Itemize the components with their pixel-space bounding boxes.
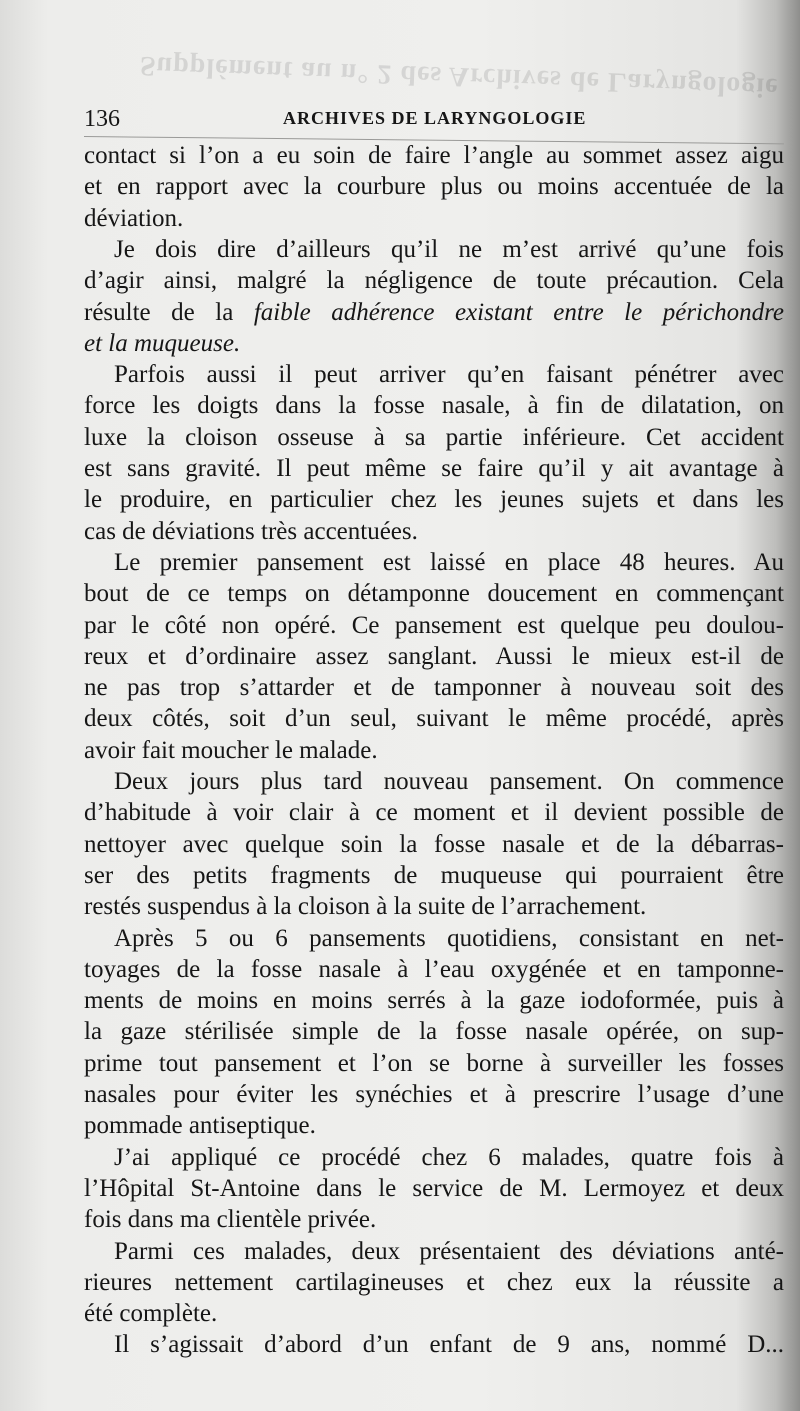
text-line-content: d’habitude à voir clair à ce moment et il devient possible de — [84, 799, 784, 827]
text-line-content: d’agir ainsi, malgré la négligence de toute précaution. Cela — [84, 267, 784, 295]
italic-phrase: et la muqueuse. — [84, 329, 241, 357]
text-line-content: Parfois aussi il peut arriver qu’en faisant pénétrer avec — [114, 361, 784, 389]
text-line-content: toyages de la fosse nasale à l’eau oxygénée et en tamponne- — [84, 955, 784, 983]
text-line-content: la gaze stérilisée simple de la fosse nasale opérée, on sup- — [84, 1018, 784, 1046]
text-line-content: été complète. — [84, 1300, 218, 1328]
text-line-content: par le côté non opéré. Ce pansement est quelque peu doulou- — [84, 611, 784, 639]
text-line-content: Le premier pansement est laissé en place 48 heures. Au — [114, 548, 784, 576]
text-line-content: luxe la cloison osseuse à sa partie inférieure. Cet accident — [84, 423, 784, 451]
text-line-content: le produire, en particulier chez les jeunes sujets et dans les — [84, 486, 784, 514]
text-line — [84, 1327, 784, 1363]
page-header — [84, 100, 784, 140]
text-line-content: résulte de la — [84, 298, 254, 326]
text-line-content: l’Hôpital St-Antoine dans le service de M. Lermoyez et deux — [84, 1174, 784, 1202]
italic-phrase: faible adhérence existant entre le périchondre — [253, 298, 784, 326]
text-line-content: est sans gravité. Il peut même se faire qu’il y ait avantage à — [84, 455, 784, 482]
text-line-content: Deux jours plus tard nouveau pansement. On commence — [114, 768, 784, 795]
text-line-content: bout de ce temps on détamponne doucement en commençant — [84, 580, 784, 608]
text-line-content: déviation. — [84, 204, 184, 232]
text-line-content: nasales pour éviter les synéchies et à prescrire l’usage d’une — [84, 1081, 784, 1108]
text-line-content: contact si l’on a eu soin de faire l’angle au sommet assez aigu — [84, 142, 784, 169]
text-line-content: Je dois dire d’ailleurs qu’il ne m’est arrivé qu’une fois — [114, 235, 784, 263]
text-line-content: Il s’agissait d’abord d’un enfant de 9 ans, nommé D... — [114, 1331, 784, 1359]
text-line-content: J’ai appliqué ce procédé chez 6 malades, quatre fois à — [114, 1143, 784, 1171]
text-line-content: prime tout pansement et l’on se borne à surveiller les fosses — [84, 1049, 784, 1077]
text-line-content: ne pas trop s’attarder et de tamponner à nouveau soit des — [84, 674, 784, 702]
text-line-content: pommade antiseptique. — [84, 1112, 316, 1140]
page-number: 136 — [84, 106, 120, 132]
text-line-content: deux côtés, soit d’un seul, suivant le même procédé, après — [84, 705, 784, 733]
text-line-content: ments de moins en moins serrés à la gaze iodoformée, puis à — [84, 987, 784, 1015]
text-line-content: reux et d’ordinaire assez sanglant. Aussi le mieux est-il de — [84, 642, 784, 670]
text-line-content: ser des petits fragments de muqueuse qui pourraient être — [84, 861, 784, 889]
text-line-content: et en rapport avec la courbure plus ou moins accentuée de la — [84, 173, 784, 201]
text-line-content: Parmi ces malades, deux présentaient des déviations anté- — [114, 1237, 784, 1265]
bleed-through-text: Supplément au n° 2 des Archives de Laryngologie — [139, 49, 779, 104]
text-line-content: rieures nettement cartilagineuses et chez eux la réussite a — [84, 1268, 784, 1296]
text-line-content: nettoyer avec quelque soin la fosse nasale et de la débarras- — [84, 830, 784, 858]
running-head: ARCHIVES DE LARYNGOLOGIE — [283, 108, 587, 128]
text-line-content: Après 5 ou 6 pansements quotidiens, consistant en net- — [114, 924, 784, 952]
text-line-content: force les doigts dans la fosse nasale, à fin de dilatation, on — [84, 392, 784, 420]
text-line-content: restés suspendus à la cloison à la suite de l’arrachement. — [84, 893, 647, 921]
text-line-content: fois dans ma clientèle privée. — [84, 1206, 377, 1234]
text-line-content: avoir fait moucher le malade. — [84, 736, 378, 764]
text-line-content: cas de déviations très accentuées. — [84, 517, 418, 545]
